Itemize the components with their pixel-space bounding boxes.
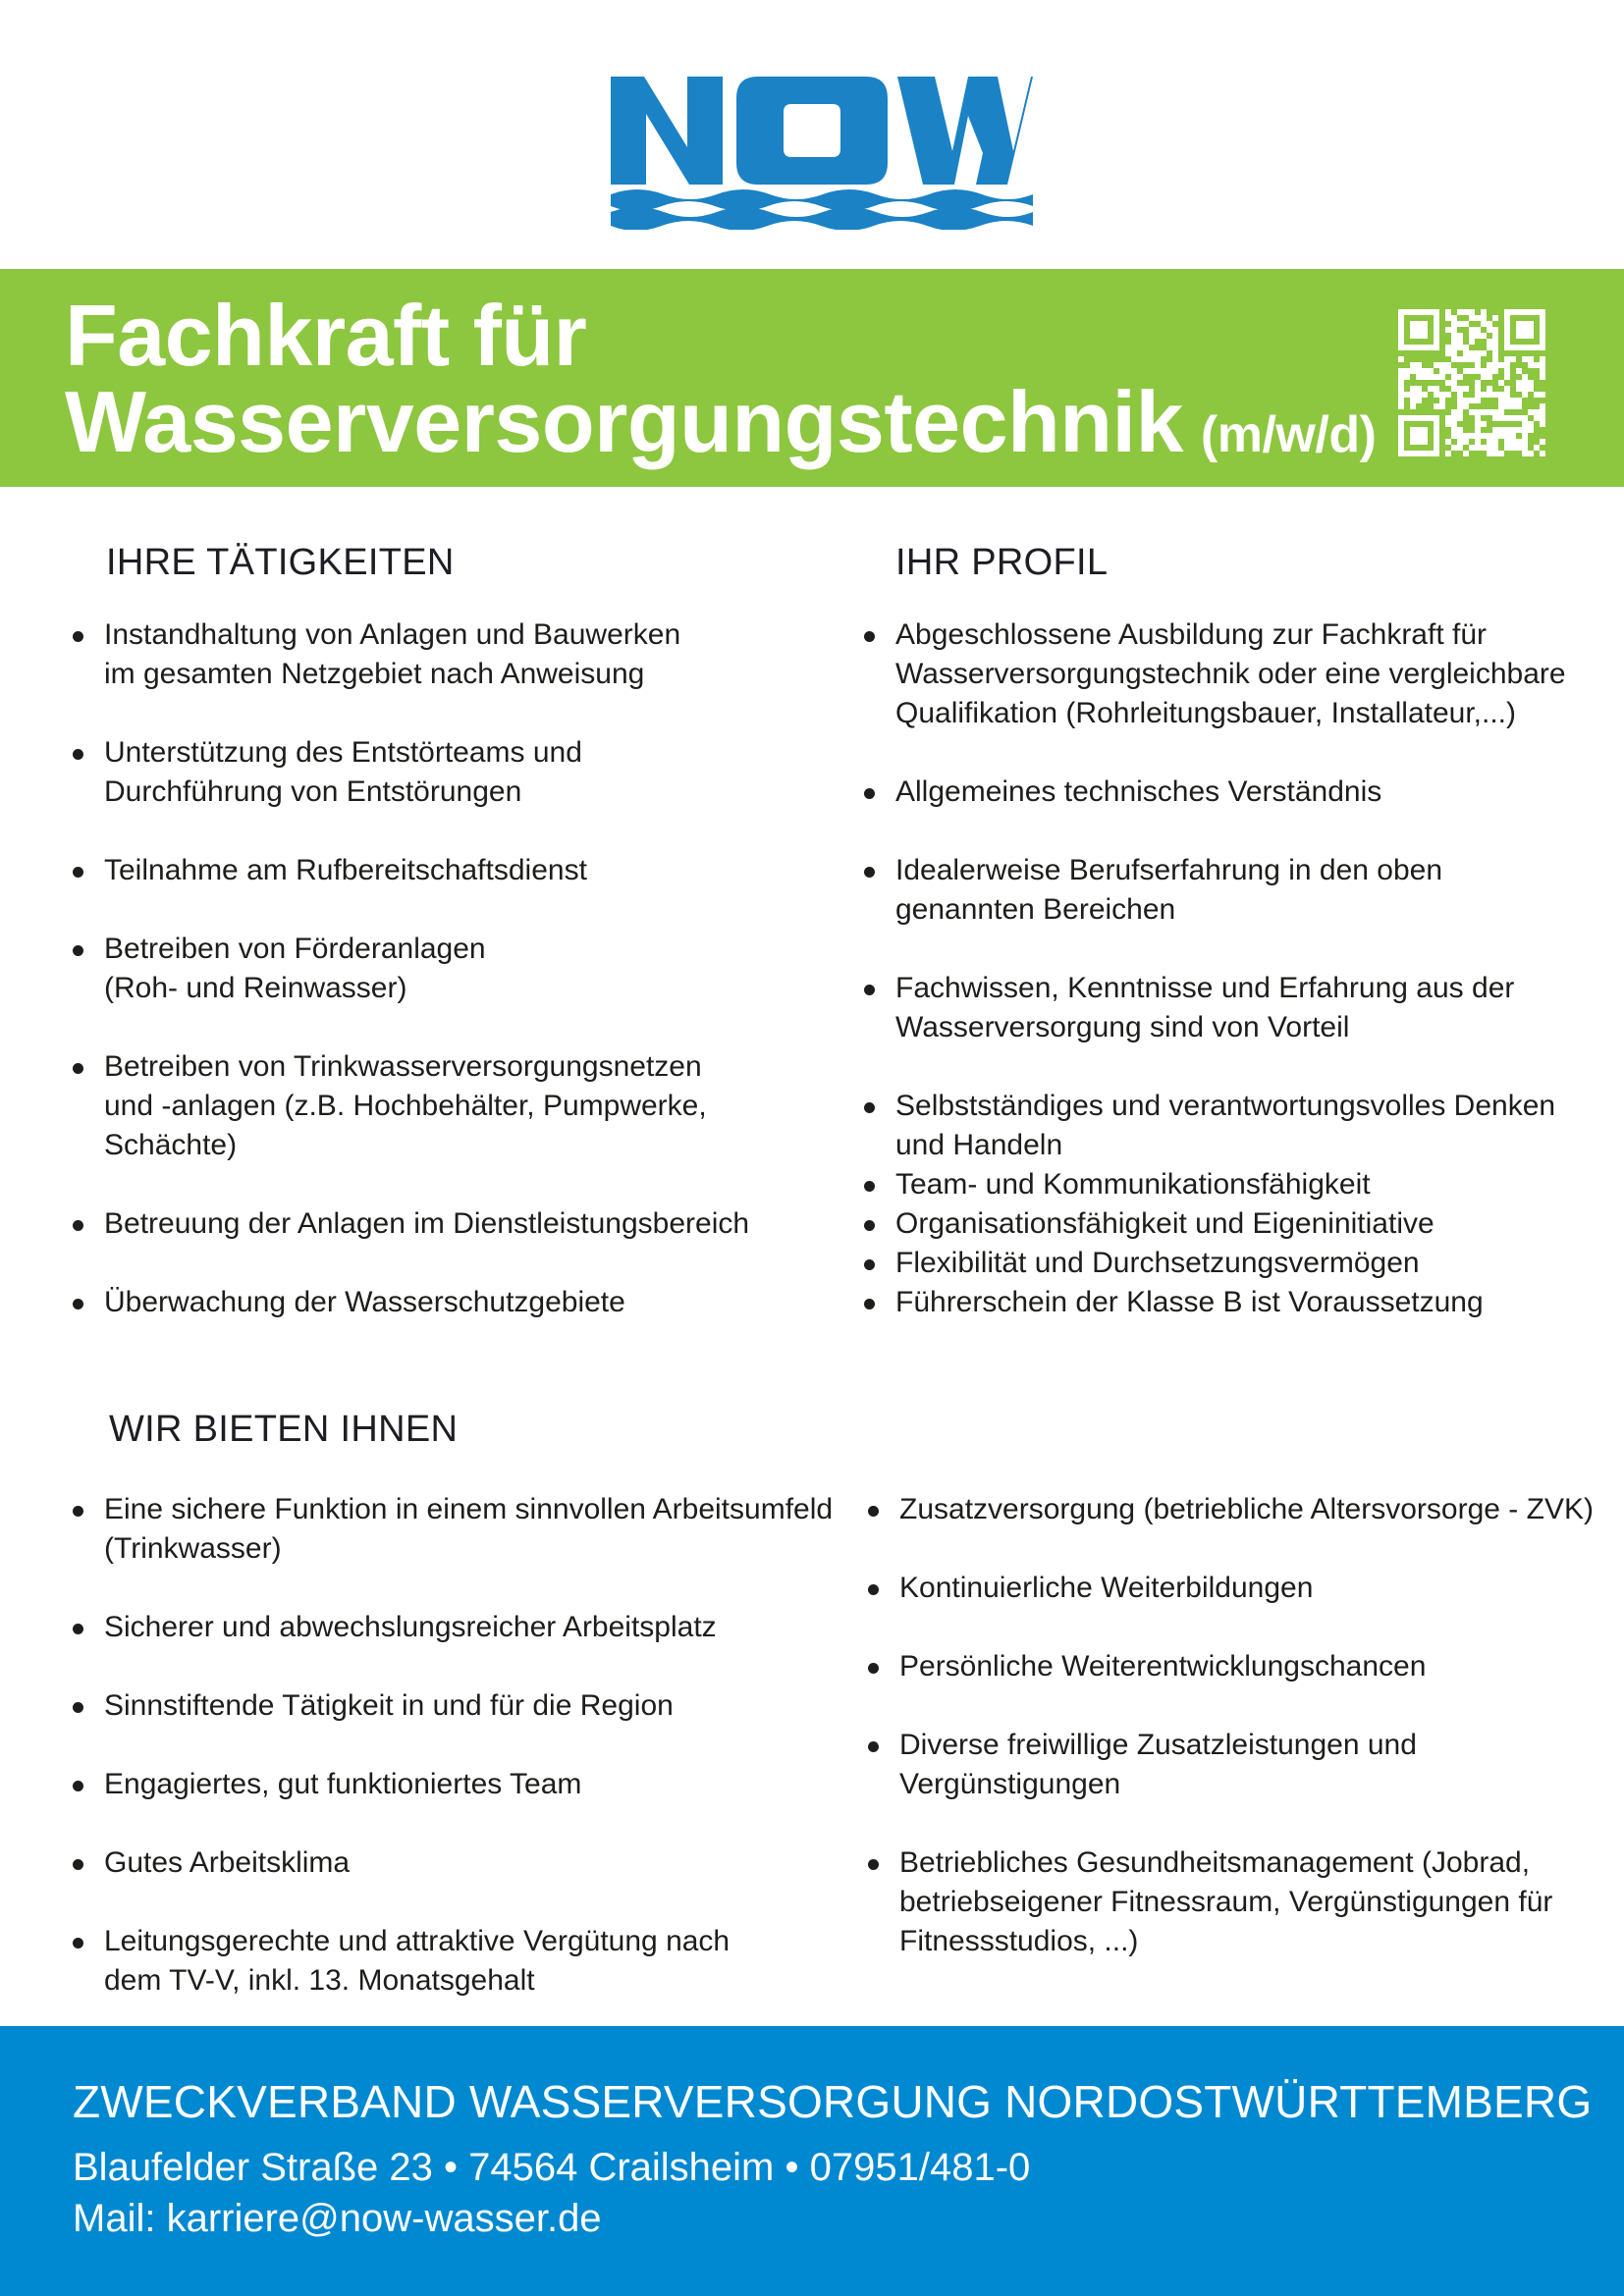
title-banner bbox=[0, 269, 1624, 487]
list-item-line: (Roh- und Reinwasser) bbox=[104, 972, 407, 1004]
list-item-line: Idealerweise Berufserfahrung in den oben bbox=[895, 854, 1443, 886]
list-item-line: Sicherer und abwechslungsreicher Arbeitsplatz bbox=[104, 1611, 717, 1643]
list-item-line: Gutes Arbeitsklima bbox=[104, 1846, 351, 1879]
list-item-line: Instandhaltung von Anlagen und Bauwerken bbox=[104, 618, 681, 651]
list-item bbox=[862, 1244, 1608, 1283]
list-item-line: Überwachung der Wasserschutzgebiete bbox=[104, 1286, 625, 1318]
list-item-line: Betriebliches Gesundheitsmanagement (Jobrad, bbox=[899, 1846, 1531, 1879]
list-item-line: Fachwissen, Kenntnisse und Erfahrung aus der bbox=[895, 972, 1515, 1004]
list-item bbox=[866, 1843, 1612, 1961]
list-item bbox=[862, 1283, 1608, 1322]
list-item-line: betriebseigener Fitnessraum, Vergünstigungen für bbox=[899, 1886, 1553, 1918]
list-item bbox=[71, 1608, 856, 1647]
list-item bbox=[71, 1490, 856, 1569]
list-item-line: Eine sichere Funktion in einem sinnvollen Arbeitsumfeld bbox=[104, 1493, 834, 1525]
list-item bbox=[71, 1843, 856, 1883]
list-item-line: Kontinuierliche Weiterbildungen bbox=[899, 1572, 1314, 1604]
list-item bbox=[71, 1686, 856, 1726]
list-item bbox=[71, 615, 817, 694]
list-item bbox=[71, 733, 817, 812]
list-item-line: Flexibilität und Durchsetzungsvermögen bbox=[895, 1247, 1420, 1279]
list-item bbox=[866, 1569, 1612, 1608]
list-item-line: Teilnahme am Rufbereitschaftsdienst bbox=[104, 854, 587, 886]
list-item bbox=[866, 1490, 1612, 1529]
list-item bbox=[862, 1204, 1608, 1244]
qr-code-graphic bbox=[1398, 309, 1545, 456]
list-item-line: Führerschein der Klasse B ist Voraussetzung bbox=[895, 1286, 1484, 1318]
list-item-line: Sinnstiftende Tätigkeit in und für die Region bbox=[104, 1689, 674, 1722]
job-title-line1: Fachkraft für bbox=[65, 287, 587, 384]
profile-list bbox=[862, 615, 1608, 1322]
list-item-line: (Trinkwasser) bbox=[104, 1532, 282, 1565]
list-item bbox=[862, 1087, 1608, 1165]
duties-list bbox=[71, 615, 817, 1322]
list-item bbox=[71, 1922, 856, 2001]
list-item bbox=[862, 851, 1608, 930]
contact-footer bbox=[0, 2026, 1624, 2296]
list-item-line: Organisationsfähigkeit und Eigeninitiative bbox=[895, 1207, 1435, 1240]
list-item-line: Engagiertes, gut funktioniertes Team bbox=[104, 1768, 582, 1800]
list-item bbox=[71, 930, 817, 1008]
list-item bbox=[71, 1765, 856, 1804]
list-item-line: Wasserversorgung sind von Vorteil bbox=[895, 1011, 1350, 1043]
list-item bbox=[71, 1283, 817, 1322]
list-item-line: Betreuung der Anlagen im Dienstleistungsbereich bbox=[104, 1207, 750, 1240]
list-item bbox=[71, 851, 817, 890]
list-item bbox=[866, 1647, 1612, 1686]
address-line: Blaufelder Straße 23 • 74564 Crailsheim • 07951/481-0 bbox=[73, 2146, 1031, 2189]
offer-list-left bbox=[71, 1490, 856, 2001]
list-item-line: Betreiben von Trinkwasserversorgungsnetzen bbox=[104, 1050, 702, 1083]
list-item-line: Unterstützung des Entstörteams und bbox=[104, 736, 582, 769]
organization-name: ZWECKVERBAND WASSERVERSORGUNG NORDOSTWÜRTTEMBERG bbox=[73, 2076, 1593, 2127]
list-item-line: Team- und Kommunikationsfähigkeit bbox=[895, 1168, 1371, 1201]
list-item bbox=[71, 1047, 817, 1165]
list-item-line: im gesamten Netzgebiet nach Anweisung bbox=[104, 658, 645, 690]
qr-code-icon[interactable] bbox=[1398, 309, 1545, 456]
list-item-line: Diverse freiwillige Zusatzleistungen und bbox=[899, 1729, 1417, 1761]
list-item-line: Schächte) bbox=[104, 1129, 238, 1161]
job-title-line2 bbox=[65, 373, 1377, 478]
now-logo bbox=[611, 77, 1033, 230]
list-item bbox=[862, 773, 1608, 812]
list-item-line: Qualifikation (Rohrleitungsbauer, Installateur,...) bbox=[895, 697, 1517, 729]
list-item-line: dem TV-V, inkl. 13. Monatsgehalt bbox=[104, 1964, 535, 1997]
offer-heading: WIR BIETEN IHNEN bbox=[109, 1409, 459, 1450]
list-item-line: Selbstständiges und verantwortungsvolles Denken bbox=[895, 1090, 1556, 1122]
list-item-line: Zusatzversorgung (betriebliche Altersvorsorge - ZVK) bbox=[899, 1493, 1594, 1525]
duties-heading: IHRE TÄTIGKEITEN bbox=[106, 542, 455, 583]
offer-list-right bbox=[866, 1490, 1612, 1961]
list-item-line: genannten Bereichen bbox=[895, 893, 1176, 926]
list-item-line: Betreiben von Förderanlagen bbox=[104, 933, 486, 965]
list-item-line: Wasserversorgungstechnik oder eine vergleichbare bbox=[895, 658, 1566, 690]
list-item-line: Fitnessstudios, ...) bbox=[899, 1925, 1139, 1957]
list-item-line: Leitungsgerechte und attraktive Vergütung nach bbox=[104, 1925, 731, 1957]
list-item-line: und Handeln bbox=[895, 1129, 1063, 1161]
list-item-line: Allgemeines technisches Verständnis bbox=[895, 775, 1382, 808]
list-item-line: Durchführung von Entstörungen bbox=[104, 775, 522, 808]
job-title-main: Wasserversorgungstechnik bbox=[65, 373, 1183, 470]
profile-heading: IHR PROFIL bbox=[895, 542, 1109, 583]
job-title bbox=[65, 287, 1377, 478]
list-item bbox=[862, 615, 1608, 733]
list-item-line: Persönliche Weiterentwicklungschancen bbox=[899, 1650, 1427, 1682]
list-item bbox=[866, 1726, 1612, 1804]
gender-suffix: (m/w/d) bbox=[1200, 406, 1377, 463]
now-logo-icon bbox=[611, 77, 1033, 230]
list-item-line: Vergünstigungen bbox=[899, 1768, 1121, 1800]
list-item-line: Abgeschlossene Ausbildung zur Fachkraft für bbox=[895, 618, 1488, 651]
list-item bbox=[862, 969, 1608, 1047]
list-item bbox=[71, 1204, 817, 1244]
list-item bbox=[862, 1165, 1608, 1204]
list-item-line: und -anlagen (z.B. Hochbehälter, Pumpwerke, bbox=[104, 1090, 707, 1122]
mail-link[interactable]: Mail: karriere@now-wasser.de bbox=[73, 2197, 602, 2240]
